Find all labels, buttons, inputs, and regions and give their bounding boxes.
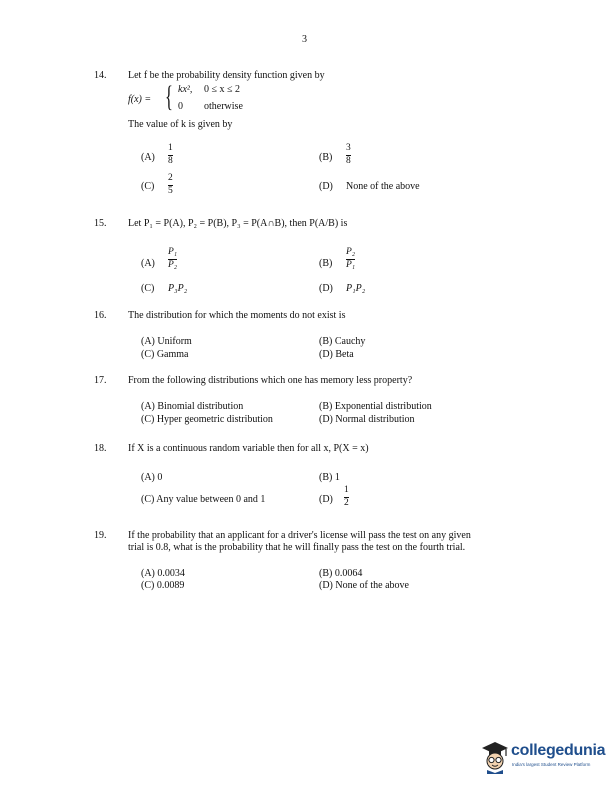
- question-14-stem: Let f be the probability density function given by: [128, 70, 325, 81]
- brand-logo: [480, 738, 608, 778]
- graduate-mascot-icon: [480, 740, 510, 774]
- question-14-fx-label: f(x) =: [128, 94, 152, 105]
- question-14-option-c-num: 2: [168, 173, 173, 183]
- question-19-stem-line2: trial is 0.8, what is the probability that he will finally pass the test on the fourth trial.: [128, 542, 466, 553]
- question-17-number: 17.: [94, 375, 107, 386]
- question-15-option-d-label: (D): [319, 283, 333, 294]
- question-15-option-b-label: (B): [319, 258, 333, 269]
- question-18-option-a: (A) 0: [141, 472, 163, 483]
- question-14-option-d-text: None of the above: [346, 181, 420, 192]
- question-14-option-b-den: 8: [346, 155, 351, 166]
- question-15-option-a-den: P₂: [168, 259, 178, 270]
- question-14-case2-expr: 0: [178, 101, 183, 112]
- question-14-option-b-fraction: [346, 144, 351, 166]
- question-15-number: 15.: [94, 218, 107, 229]
- question-15-stem: Let P₁ = P(A), P₂ = P(B), P₃ = P(A∩B), then P(A/B) is: [128, 218, 348, 229]
- question-17-option-d: (D) Normal distribution: [319, 414, 415, 425]
- question-18-option-d-label: (D): [319, 494, 333, 505]
- question-14-stem2: The value of k is given by: [128, 119, 233, 130]
- question-16-number: 16.: [94, 310, 107, 321]
- question-16-stem: The distribution for which the moments do not exist is: [128, 310, 346, 321]
- question-17-option-b: (B) Exponential distribution: [319, 401, 432, 412]
- question-15-option-b-den: P₁: [346, 259, 356, 270]
- question-19-number: 19.: [94, 530, 107, 541]
- question-18-option-b: (B) 1: [319, 472, 340, 483]
- question-14-option-a-num: 1: [168, 143, 173, 153]
- question-14-option-b-label: (B): [319, 152, 333, 163]
- question-14-number: 14.: [94, 70, 107, 81]
- brand-tagline: India's largest Student Review Platform: [512, 762, 591, 767]
- question-17-stem: From the following distributions which one has memory less property?: [128, 375, 413, 386]
- question-18-stem: If X is a continuous random variable then for all x, P(X = x): [128, 443, 369, 454]
- question-19-option-c: (C) 0.0089: [141, 580, 185, 591]
- question-18-option-d-fraction: [344, 486, 349, 508]
- question-15-option-b-fraction: [346, 248, 355, 270]
- question-19-option-d: (D) None of the above: [319, 580, 409, 591]
- question-18-option-c: (C) Any value between 0 and 1: [141, 494, 266, 505]
- question-15-option-d-text: P₁P₂: [346, 283, 366, 294]
- question-14-option-b-num: 3: [346, 143, 351, 153]
- question-14-case2-cond: otherwise: [204, 101, 243, 112]
- page-number: 3: [302, 34, 307, 45]
- question-17-option-c: (C) Hyper geometric distribution: [141, 414, 273, 425]
- question-16-option-c: (C) Gamma: [141, 349, 189, 360]
- question-18-option-d-num: 1: [344, 485, 349, 495]
- question-15-option-a-fraction: [168, 248, 177, 270]
- question-14-option-c-fraction: [168, 174, 173, 196]
- question-15-option-a-num: P₁: [168, 247, 178, 257]
- question-14-option-a-fraction: [168, 144, 173, 166]
- question-18-option-d-den: 2: [344, 497, 349, 508]
- question-15-option-a-label: (A): [141, 258, 155, 269]
- brand-name: collegedunia: [511, 742, 606, 759]
- question-17-option-a: (A) Binomial distribution: [141, 401, 244, 412]
- question-14-option-a-den: 8: [168, 155, 173, 166]
- question-19-option-b: (B) 0.0064: [319, 568, 363, 579]
- question-16-option-d: (D) Beta: [319, 349, 354, 360]
- question-16-option-a: (A) Uniform: [141, 336, 192, 347]
- question-16-option-b: (B) Cauchy: [319, 336, 366, 347]
- question-14-case1-expr: kx²,: [178, 84, 193, 95]
- question-15-option-c-text: P₃P₂: [168, 283, 188, 294]
- question-14-option-c-label: (C): [141, 181, 155, 192]
- question-14-option-a-label: (A): [141, 152, 155, 163]
- question-14-option-c-den: 5: [168, 185, 173, 196]
- question-18-number: 18.: [94, 443, 107, 454]
- question-19-stem-line1: If the probability that an applicant for a driver's license will pass the test on any given: [128, 530, 471, 541]
- question-19-option-a: (A) 0.0034: [141, 568, 185, 579]
- question-15-option-b-num: P₂: [346, 247, 356, 257]
- question-14-case1-cond: 0 ≤ x ≤ 2: [204, 84, 240, 95]
- question-14-brace: {: [165, 80, 173, 113]
- question-15-option-c-label: (C): [141, 283, 155, 294]
- question-14-option-d-label: (D): [319, 181, 333, 192]
